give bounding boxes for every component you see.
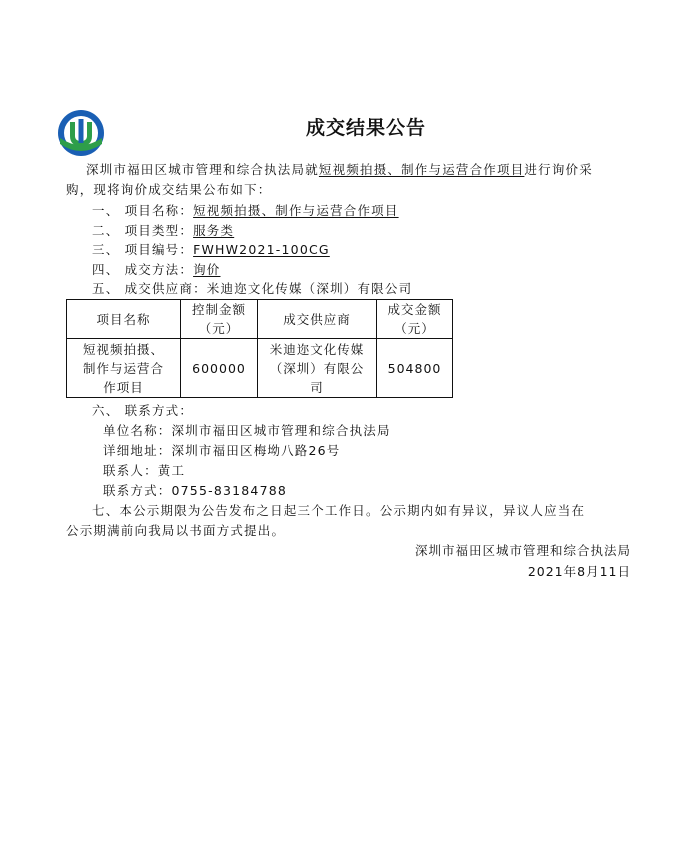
cell-line: 司 [310,379,324,395]
contact-heading: 六、 联系方式： [92,403,194,418]
intro-line-1 [86,160,593,180]
item-project-type [92,221,234,241]
header-budget [181,300,258,339]
item-label: 四、 成交方法： [92,262,194,277]
header-project-name: 项目名称 [67,300,181,339]
cell-budget: 600000 [181,339,258,398]
cell-line: 制作与运营合 [82,360,164,376]
item-project-name [92,201,399,221]
item-method [92,260,220,280]
item-label: 二、 项目类型： [92,223,194,238]
item-value: 服务类 [193,223,235,238]
item-value: FWHW2021-100CG [193,242,330,257]
contact-person: 联系人：黄工 [103,463,186,478]
cell-supplier [258,339,377,398]
contact-unit: 单位名称：深圳市福田区城市管理和综合执法局 [103,423,391,438]
item-label: 一、 项目名称： [92,203,194,218]
result-table [66,299,453,398]
item-value: 询价 [193,262,221,277]
signature-date: 2021年8月11日 [527,564,631,579]
intro-suffix: 进行询价采 [524,162,593,177]
notice-line-2: 公示期满前向我局以书面方式提出。 [66,523,286,538]
cell-amount: 504800 [377,339,453,398]
contact-address: 详细地址：深圳市福田区梅坳八路26号 [103,443,341,458]
intro-project-name: 短视频拍摄、制作与运营合作项目 [318,162,525,177]
header-budget-line2: （元） [198,321,240,336]
cell-line: （深圳）有限公 [269,360,365,376]
header-supplier: 成交供应商 [258,300,377,339]
item-supplier: 五、 成交供应商：米迪迩文化传媒（深圳）有限公司 [92,281,413,296]
item-project-code [92,240,330,260]
cell-line: 作项目 [103,379,144,395]
notice-line-1: 七、本公示期限为公告发布之日起三个工作日。公示期内如有异议，异议人应当在 [92,503,586,518]
header-budget-line1: 控制金额 [191,302,246,317]
intro-line-2: 购，现将询价成交结果公布如下： [66,182,272,197]
page-title: 成交结果公告 [306,117,427,139]
header-amount-line2: （元） [394,321,435,336]
table-row [67,339,453,398]
header-amount-line1: 成交金额 [387,302,442,317]
cell-line: 短视频拍摄、 [82,341,164,357]
header-amount [377,300,453,339]
signature-org: 深圳市福田区城市管理和综合执法局 [414,543,631,558]
contact-phone: 联系方式：0755-83184788 [103,483,288,498]
intro-prefix: 深圳市福田区城市管理和综合执法局就 [86,162,319,177]
item-value: 短视频拍摄、制作与运营合作项目 [193,203,399,218]
table-header-row [67,300,453,339]
cell-line: 米迪迩文化传媒 [269,341,365,357]
city-management-logo-icon [56,108,106,158]
item-label: 三、 项目编号： [92,242,194,257]
cell-project-name [67,339,181,398]
